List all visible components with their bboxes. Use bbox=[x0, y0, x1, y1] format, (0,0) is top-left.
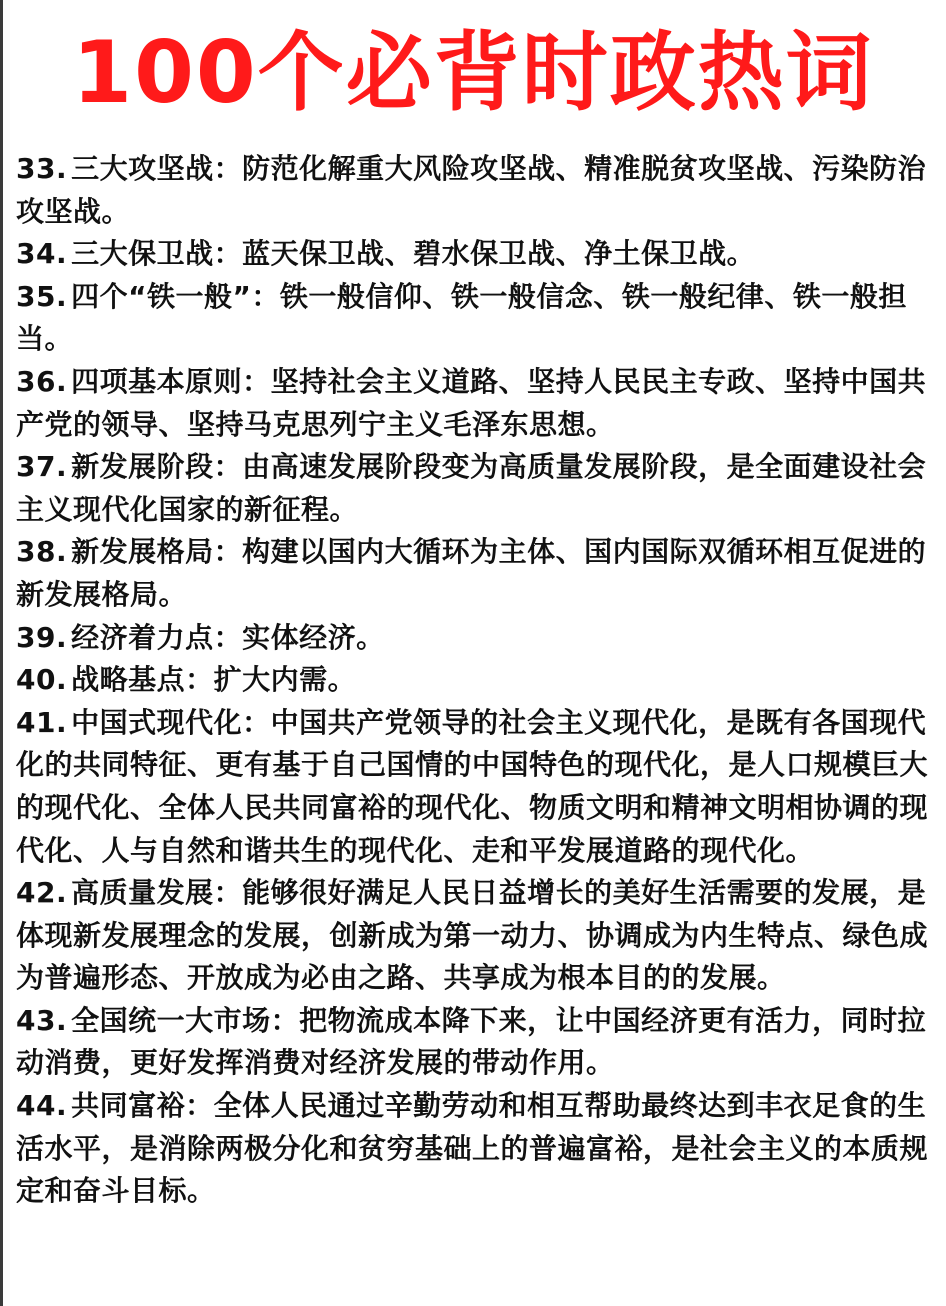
entry-number: 44. bbox=[16, 1089, 68, 1123]
list-item-35 bbox=[16, 276, 928, 361]
entry-text: 四个“铁一般”：铁一般信仰、铁一般信念、铁一般纪律、铁一般担当。 bbox=[16, 279, 907, 356]
entry-number: 43. bbox=[16, 1003, 68, 1037]
entry-text: 四项基本原则：坚持社会主义道路、坚持人民民主专政、坚持中国共产党的领导、坚持马克思列宁主义毛泽东思想。 bbox=[16, 364, 927, 441]
entry-list bbox=[16, 148, 928, 1213]
entry-number: 41. bbox=[16, 705, 68, 739]
entry-text: 高质量发展：能够很好满足人民日益增长的美好生活需要的发展，是体现新发展理念的发展，创新成为第一动力、协调成为内生特点、绿色成为普遍形态、开放成为必由之路、共享成为根本目的的发展。 bbox=[16, 876, 929, 995]
entry-number: 38. bbox=[16, 535, 68, 569]
entry-text: 新发展格局：构建以国内大循环为主体、国内国际双循环相互促进的新发展格局。 bbox=[16, 535, 927, 611]
entry-number: 36. bbox=[16, 364, 68, 398]
entry-text: 共同富裕：全体人民通过辛勤劳动和相互帮助最终达到丰衣足食的生活水平，是消除两极分化和贫穷基础上的普遍富裕，是社会主义的本质规定和奋斗目标。 bbox=[16, 1089, 929, 1208]
list-item-43 bbox=[16, 1000, 928, 1085]
entry-text: 战略基点：扩大内需。 bbox=[71, 663, 357, 697]
entry-number: 35. bbox=[16, 279, 68, 313]
entry-text: 中国式现代化：中国共产党领导的社会主义现代化，是既有各国现代化的共同特征、更有基于自己国情的中国特色的现代化，是人口规模巨大的现代化、全体人民共同富裕的现代化、物质文明和精神文明相协调的现代化、人与自然和谐共生的现代化、走和平发展道路的现代化。 bbox=[16, 705, 929, 867]
list-item-41 bbox=[16, 702, 928, 872]
list-item-34 bbox=[16, 233, 928, 276]
list-item-36 bbox=[16, 361, 928, 446]
entry-number: 42. bbox=[16, 876, 68, 910]
list-item-44 bbox=[16, 1085, 928, 1213]
entry-text: 全国统一大市场：把物流成本降下来，让中国经济更有活力，同时拉动消费，更好发挥消费对经济发展的带动作用。 bbox=[16, 1003, 927, 1080]
list-item-38 bbox=[16, 531, 928, 616]
entry-number: 34. bbox=[16, 237, 68, 271]
entry-text: 新发展阶段：由高速发展阶段变为高质量发展阶段，是全面建设社会主义现代化国家的新征程。 bbox=[16, 450, 927, 526]
entry-text: 经济着力点：实体经济。 bbox=[71, 620, 385, 654]
entry-text: 三大攻坚战：防范化解重大风险攻坚战、精准脱贫攻坚战、污染防治攻坚战。 bbox=[16, 152, 927, 228]
list-item-37 bbox=[16, 446, 928, 531]
entry-number: 33. bbox=[16, 152, 68, 185]
entry-number: 40. bbox=[16, 663, 68, 697]
left-border-line bbox=[0, 0, 3, 1306]
entry-number: 39. bbox=[16, 620, 68, 654]
list-item-33 bbox=[16, 148, 928, 233]
entry-number: 37. bbox=[16, 450, 68, 484]
entry-text: 三大保卫战：蓝天保卫战、碧水保卫战、净土保卫战。 bbox=[71, 237, 756, 271]
page-title: 100个必背时政热词 bbox=[72, 23, 874, 123]
list-item-39 bbox=[16, 617, 928, 660]
list-item-42 bbox=[16, 872, 928, 1000]
list-item-40 bbox=[16, 659, 928, 702]
